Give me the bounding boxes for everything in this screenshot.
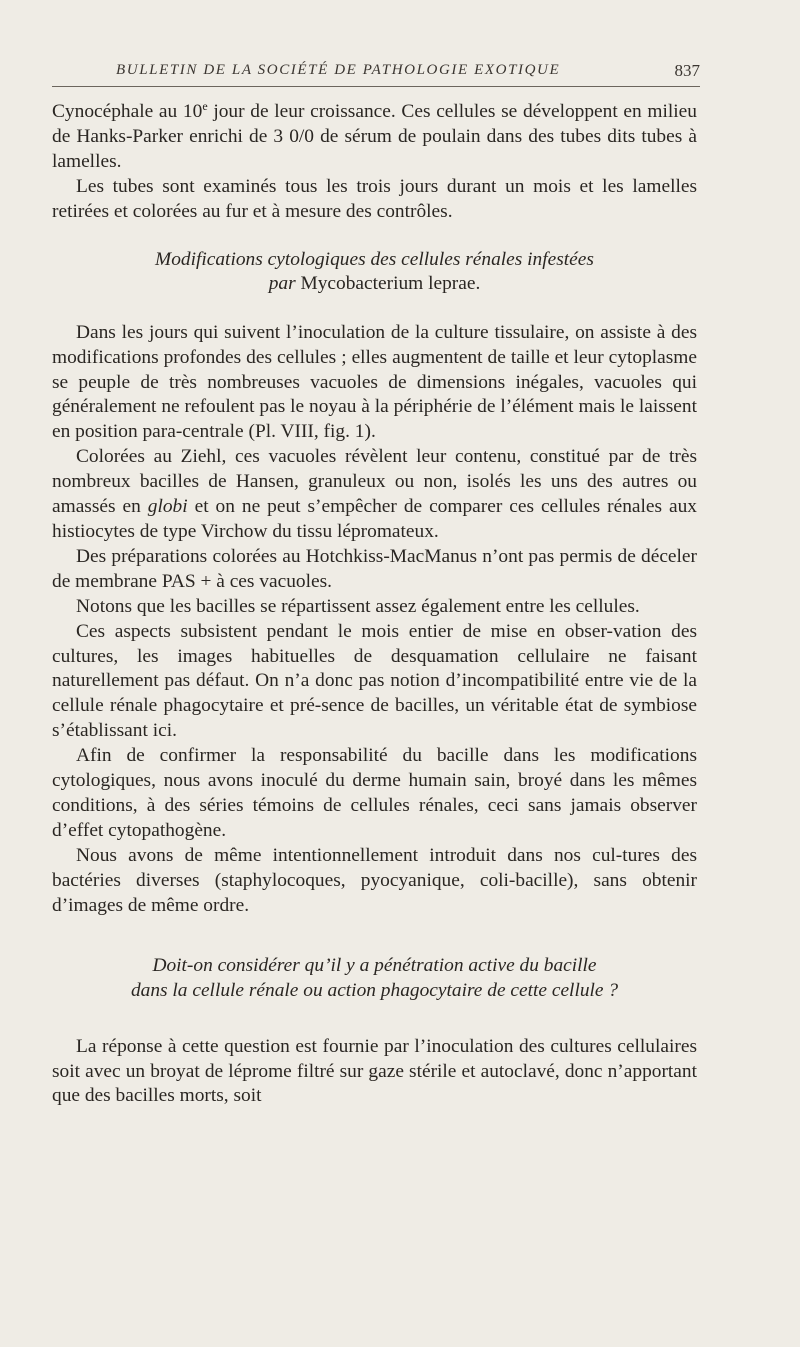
species-name: Mycobacterium leprae. — [295, 273, 481, 295]
paragraph: Des préparations colorées au Hotchkiss-MacManus n’ont pas permis de déceler de membrane PAS + à ces vacuoles. — [52, 545, 697, 592]
section-heading — [52, 248, 697, 297]
paragraph: Les tubes sont examinés tous les trois jours durant un mois et les lamelles retirées et colorées au fur et à mesure des contrôles. — [52, 175, 697, 222]
paragraph — [52, 100, 697, 175]
running-header — [52, 56, 700, 87]
text-run: jour de leur croissance. Ces cellules se développent en milieu de Hanks-Parker enrichi de 3 0/0 de sérum de poulain dans des tubes dits tubes à lamelles. — [52, 101, 697, 172]
journal-title: BULLETIN DE LA SOCIÉTÉ DE PATHOLOGIE EXOTIQUE — [116, 62, 561, 78]
paragraph: Nous avons de même intentionnellement introduit dans nos cul-tures des bactéries diverses (staphylocoques, pyocyanique, coli-bacille), sans obtenir d’images de même ordre. — [52, 844, 697, 916]
article-body — [52, 100, 697, 1109]
emphasis: globi — [147, 496, 188, 518]
text-run: et on ne peut s’empêcher de comparer ces cellules rénales aux histiocytes de type Virchow du tissu lépromateux. — [52, 496, 697, 542]
paragraph: Afin de confirmer la responsabilité du bacille dans les modifications cytologiques, nous avons inoculé du derme humain sain, broyé dans les mêmes conditions, à des séries témoins de cellules rénales, ceci sans jamais observer d’effet cytopathogène. — [52, 745, 697, 841]
heading-line: Doit-on considérer qu’il y a pénétration active du bacille — [152, 955, 597, 977]
paragraph: Ces aspects subsistent pendant le mois entier de mise en obser-vation des cultures, les images habituelles de desquamation cellulaire ne faisant naturellement pas défaut. On n’a donc pas notion d’incompatibilité entre vie de la cellule rénale phagocytaire et pré-sence de bacilles, un véritable état de symbiose s’établissant ici. — [52, 620, 697, 742]
page-number: 837 — [674, 61, 700, 80]
heading-line: Modifications cytologiques des cellules rénales infestées — [155, 248, 594, 270]
paragraph: Notons que les bacilles se répartissent assez également entre les cellules. — [76, 595, 640, 617]
heading-line: dans la cellule rénale ou action phagocytaire de cette cellule ? — [130, 980, 619, 1002]
heading-word: par — [268, 273, 296, 295]
text-run: Cynocéphale au 10 — [52, 101, 203, 122]
paragraph — [52, 445, 697, 545]
superscript: e — [202, 99, 208, 113]
section-heading — [52, 954, 697, 1003]
paragraph: La réponse à cette question est fournie par l’inoculation des cultures cellulaires soit avec un broyat de léprome filtré sur gaze stérile et autoclavé, donc n’apportant que des bacilles morts, soit — [52, 1035, 697, 1107]
text-run: Colorées au Ziehl, ces vacuoles révèlent leur contenu, constitué par de très nombreux bacilles de Hansen, granuleux ou non, isolés les uns des autres ou amassés en — [52, 446, 697, 518]
paragraph: Dans les jours qui suivent l’inoculation de la culture tissulaire, on assiste à des modifications profondes des cellules ; elles augmentent de taille et leur cytoplasme se peuple de très nombreuses vacuoles de dimensions inégales, vacuoles qui généralement ne refoulent pas le noyau à la périphérie de l’élément mais le laissent en position para-centrale (Pl. VIII, fig. 1). — [52, 321, 697, 443]
